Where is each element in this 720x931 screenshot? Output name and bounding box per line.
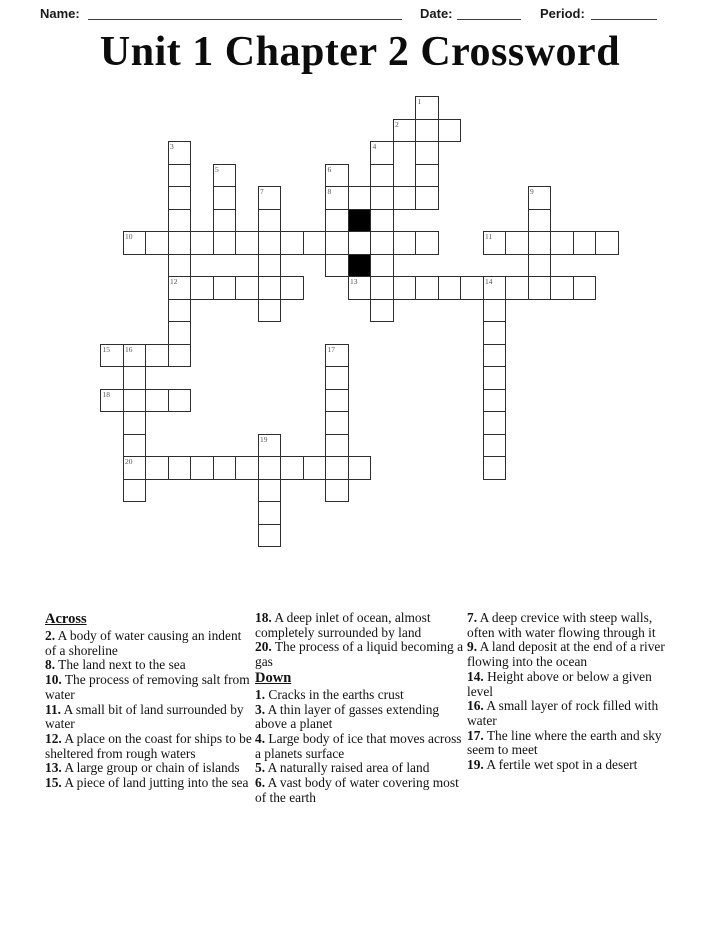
- grid-cell: [258, 456, 282, 480]
- black-cell: [348, 254, 372, 278]
- clue-4: 4. Large body of ice that moves across a planets surface: [255, 730, 462, 761]
- period-line: [591, 5, 657, 20]
- grid-cell: [190, 276, 214, 300]
- grid-cell: [325, 209, 349, 233]
- grid-cell: [483, 411, 507, 435]
- grid-cell: [168, 164, 192, 188]
- cell-number: 16: [125, 344, 133, 354]
- grid-cell: [258, 254, 282, 278]
- grid-cell: [483, 276, 507, 300]
- clue-number: 20.: [255, 639, 272, 655]
- grid-cell: [483, 366, 507, 390]
- grid-cell: [235, 231, 259, 255]
- clue-3: 3. A thin layer of gasses extending above a planet: [255, 701, 440, 732]
- clue-number: 16.: [467, 698, 484, 714]
- grid-cell: [258, 501, 282, 525]
- clue-number: 15.: [45, 775, 62, 791]
- grid-cell: [168, 209, 192, 233]
- clue-2: 2. A body of water causing an indent of a shoreline: [45, 628, 242, 658]
- grid-cell: [123, 344, 147, 368]
- clue-number: 18.: [255, 610, 272, 625]
- grid-cell: [258, 276, 282, 300]
- grid-cell: [550, 276, 574, 300]
- grid-cell: [415, 96, 439, 120]
- period-label: Period:: [540, 6, 585, 21]
- clue-16: 16. A small layer of rock filled with water: [467, 698, 659, 728]
- grid-cell: [483, 389, 507, 413]
- grid-cell: [370, 209, 394, 233]
- grid-cell: [348, 456, 372, 480]
- grid-cell: [168, 141, 192, 165]
- name-label: Name:: [40, 6, 80, 21]
- grid-cell: [370, 186, 394, 210]
- clue-number: 7.: [467, 610, 478, 625]
- grid-cell: [528, 186, 552, 210]
- grid-cell: [123, 366, 147, 390]
- clue-number: 4.: [255, 730, 266, 746]
- grid-cell: [213, 456, 237, 480]
- clues-column-across: [45, 611, 253, 791]
- grid-cell: [348, 276, 372, 300]
- cell-number: 18: [102, 389, 110, 399]
- grid-cell: [393, 231, 417, 255]
- grid-cell: [505, 231, 529, 255]
- grid-cell: [168, 344, 192, 368]
- grid-cell: [438, 119, 462, 143]
- grid-cell: [325, 389, 349, 413]
- grid-cell: [123, 479, 147, 503]
- grid-cell: [415, 119, 439, 143]
- grid-cell: [123, 389, 147, 413]
- grid-cell: [213, 164, 237, 188]
- grid-cell: [168, 186, 192, 210]
- grid-cell: [370, 299, 394, 323]
- cell-number: 20: [125, 457, 133, 466]
- grid-cell: [190, 456, 214, 480]
- grid-cell: [258, 209, 282, 233]
- grid-cell: [325, 231, 349, 255]
- grid-cell: [258, 524, 282, 548]
- grid-cell: [438, 276, 462, 300]
- clue-number: 19.: [467, 757, 484, 773]
- cell-number: 15: [102, 344, 110, 354]
- grid-cell: [483, 299, 507, 323]
- clue-number: 10.: [45, 672, 62, 688]
- grid-cell: [303, 456, 327, 480]
- grid-cell: [325, 411, 349, 435]
- clue-14: 14. Height above or below a given level: [467, 668, 652, 699]
- date-line: [457, 5, 521, 20]
- grid-cell: [235, 276, 259, 300]
- grid-cell: [123, 231, 147, 255]
- clue-number: 14.: [467, 668, 484, 684]
- clue-number: 12.: [45, 730, 62, 746]
- grid-cell: [483, 321, 507, 345]
- grid-cell: [325, 479, 349, 503]
- grid-cell: [460, 276, 484, 300]
- grid-cell: [168, 299, 192, 323]
- grid-cell: [370, 141, 394, 165]
- grid-cell: [483, 456, 507, 480]
- grid-cell: [145, 389, 169, 413]
- clues-column-middle: [255, 611, 466, 805]
- cell-number: 8: [327, 187, 332, 196]
- cell-number: 11: [485, 232, 493, 241]
- down-heading: Down: [255, 669, 292, 686]
- grid-cell: [168, 254, 192, 278]
- cell-number: 6: [327, 164, 332, 174]
- grid-cell: [325, 254, 349, 278]
- grid-cell: [258, 434, 282, 458]
- cell-number: 4: [372, 142, 377, 151]
- grid-cell: [595, 231, 619, 255]
- grid-cell: [325, 344, 349, 368]
- grid-cell: [168, 276, 192, 300]
- grid-cell: [100, 344, 124, 368]
- grid-cell: [123, 456, 147, 480]
- grid-cell: [483, 344, 507, 368]
- clue-number: 9.: [467, 639, 478, 655]
- clue-1: 1. Cracks in the earths crust: [255, 686, 404, 702]
- grid-cell: [348, 231, 372, 255]
- clue-15: 15. A piece of land jutting into the sea: [45, 775, 249, 791]
- grid-cell: [393, 186, 417, 210]
- cell-number: 19: [260, 434, 268, 444]
- clue-19: 19. A fertile wet spot in a desert: [467, 757, 638, 773]
- clue-number: 8.: [45, 657, 56, 673]
- cell-number: 7: [260, 187, 264, 196]
- grid-cell: [415, 231, 439, 255]
- clue-number: 11.: [45, 701, 61, 717]
- clue-6: 6. A vast body of water covering most of the earth: [255, 775, 459, 805]
- grid-cell: [415, 141, 439, 165]
- clue-5: 5. A naturally raised area of land: [255, 760, 430, 776]
- grid-cell: [415, 164, 439, 188]
- grid-cell: [235, 456, 259, 480]
- grid-cell: [415, 276, 439, 300]
- cell-number: 3: [170, 142, 174, 151]
- grid-cell: [370, 164, 394, 188]
- across-heading: Across: [45, 611, 87, 627]
- cell-number: 12: [170, 277, 178, 286]
- grid-cell: [168, 389, 192, 413]
- grid-cell: [573, 231, 597, 255]
- grid-cell: [145, 456, 169, 480]
- black-cell: [348, 209, 372, 233]
- grid-cell: [190, 231, 214, 255]
- grid-cell: [168, 456, 192, 480]
- grid-cell: [528, 254, 552, 278]
- clue-number: 1.: [255, 686, 266, 702]
- grid-cell: [145, 231, 169, 255]
- grid-cell: [415, 186, 439, 210]
- grid-cell: [213, 276, 237, 300]
- name-line: [88, 5, 402, 20]
- cell-number: 14: [485, 277, 493, 286]
- clue-17: 17. The line where the earth and sky seem to meet: [467, 727, 662, 758]
- grid-cell: [325, 164, 349, 188]
- grid-cell: [370, 254, 394, 278]
- grid-cell: [325, 456, 349, 480]
- grid-cell: [528, 276, 552, 300]
- grid-cell: [123, 411, 147, 435]
- grid-cell: [280, 231, 304, 255]
- grid-cell: [348, 186, 372, 210]
- grid-cell: [213, 209, 237, 233]
- cell-number: 1: [417, 97, 422, 106]
- grid-cell: [325, 366, 349, 390]
- cell-number: 17: [327, 344, 335, 354]
- grid-cell: [370, 276, 394, 300]
- grid-cell: [100, 389, 124, 413]
- clue-12: 12. A place on the coast for ships to be sheltered from rough waters: [45, 730, 252, 761]
- clues-column-down: [467, 611, 681, 773]
- clue-9: 9. A land deposit at the end of a river flowing into the ocean: [467, 639, 665, 670]
- grid-cell: [123, 434, 147, 458]
- clue-number: 3.: [255, 701, 266, 717]
- grid-cell: [370, 231, 394, 255]
- grid-cell: [258, 479, 282, 503]
- grid-cell: [393, 276, 417, 300]
- grid-cell: [145, 344, 169, 368]
- grid-cell: [258, 299, 282, 323]
- grid-cell: [325, 186, 349, 210]
- grid-cell: [168, 321, 192, 345]
- grid-cell: [303, 231, 327, 255]
- clue-number: 17.: [467, 727, 484, 743]
- clue-11: 11. A small bit of land surrounded by water: [45, 701, 244, 732]
- grid-cell: [528, 209, 552, 233]
- clue-number: 6.: [255, 775, 266, 791]
- clue-7: 7. A deep crevice with steep walls, often with water flowing through it: [467, 610, 656, 640]
- clue-20: 20. The process of a liquid becoming a gas: [255, 639, 464, 670]
- grid-cell: [483, 231, 507, 255]
- date-label: Date:: [420, 6, 453, 21]
- grid-cell: [528, 231, 552, 255]
- cell-number: 10: [125, 232, 133, 241]
- grid-cell: [168, 231, 192, 255]
- page-title: Unit 1 Chapter 2 Crossword: [99, 29, 621, 75]
- clue-18: 18. A deep inlet of ocean, almost completely surrounded by land: [255, 610, 431, 640]
- clue-number: 13.: [45, 760, 62, 776]
- clue-8: 8. The land next to the sea: [45, 657, 186, 673]
- grid-cell: [258, 186, 282, 210]
- grid-cell: [550, 231, 574, 255]
- header: [0, 0, 720, 30]
- grid-cell: [213, 231, 237, 255]
- grid-cell: [213, 186, 237, 210]
- cell-number: 2: [395, 119, 399, 129]
- cell-number: 9: [530, 187, 534, 196]
- clue-13: 13. A large group or chain of islands: [45, 760, 240, 776]
- grid-cell: [573, 276, 597, 300]
- clue-10: 10. The process of removing salt from water: [45, 672, 250, 702]
- grid-cell: [325, 434, 349, 458]
- cell-number: 13: [350, 277, 358, 286]
- grid-cell: [505, 276, 529, 300]
- clue-number: 5.: [255, 760, 266, 776]
- grid-cell: [280, 276, 304, 300]
- cell-number: 5: [215, 164, 219, 174]
- grid-cell: [280, 456, 304, 480]
- grid-cell: [393, 119, 417, 143]
- clue-number: 2.: [45, 628, 56, 643]
- grid-cell: [258, 231, 282, 255]
- grid-cell: [483, 434, 507, 458]
